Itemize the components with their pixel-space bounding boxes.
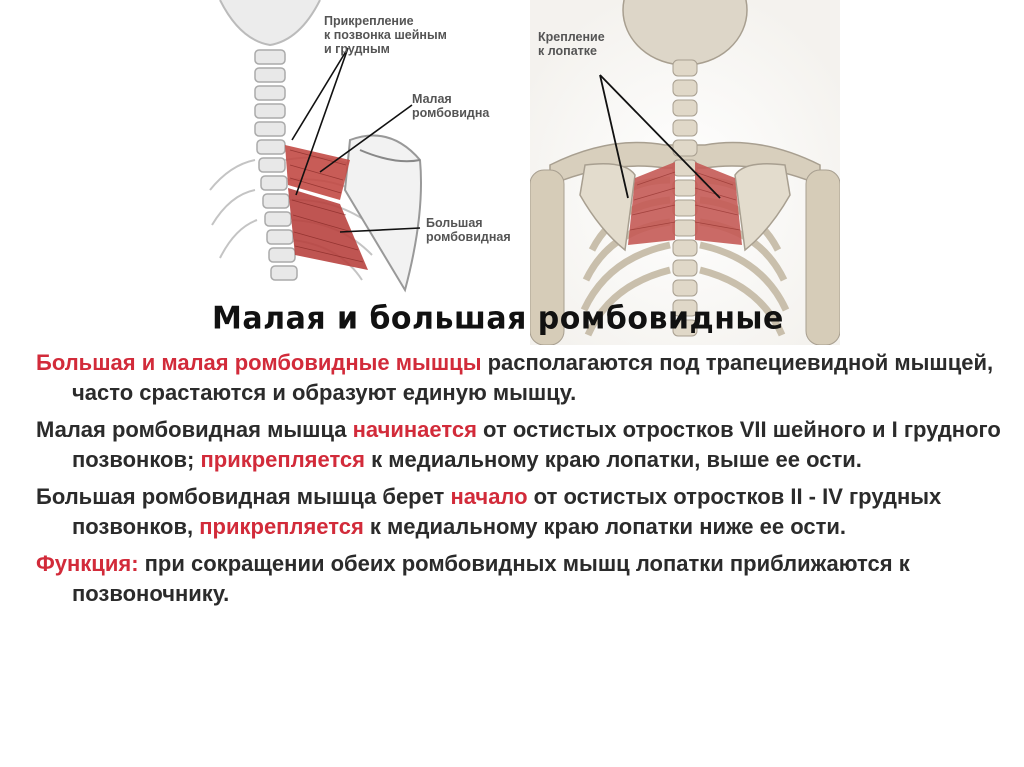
text-segment: располагаются под трапециевидной мышцей, часто срастаются и образуют единую мышцу. — [72, 350, 994, 405]
label-minor-rhomboid: Малая ромбовидна — [412, 92, 490, 120]
term-rhomboid-muscles: Большая и малая ромбовидные мышцы — [36, 350, 482, 375]
label-attachment-vertebrae: Прикрепление к позвонка шейным и грудным — [324, 14, 447, 56]
term-insertion: прикрепляется — [200, 447, 366, 472]
paragraph-function — [36, 549, 1006, 609]
term-function: Функция: — [36, 551, 139, 576]
paragraph-minor-rhomboid — [36, 415, 1006, 475]
text-segment: от остистых отростков VII шейного и I грудного позвонков; — [72, 417, 1001, 472]
figure-title: Малая и большая ромбовидные — [212, 300, 784, 337]
text-segment: при сокращении обеих ромбовидных мышц лопатки приближаются к позвоночнику. — [72, 551, 910, 606]
text-segment: Большая ромбовидная мышца берет — [36, 484, 451, 509]
text-segment: к медиальному краю лопатки, выше ее ости. — [365, 447, 862, 472]
label-major-rhomboid: Большая ромбовидная — [426, 216, 511, 244]
term-origin: начало — [450, 484, 528, 509]
description-text — [36, 348, 1006, 616]
text-segment: от остистых отростков II - IV грудных позвонков, — [72, 484, 942, 539]
term-origin: начинается — [352, 417, 477, 442]
paragraph-major-rhomboid — [36, 482, 1006, 542]
paragraph-rhomboids-overview — [36, 348, 1006, 408]
text-segment: Малая ромбовидная мышца — [36, 417, 353, 442]
label-scapula-attachment: Крепление к лопатке — [538, 30, 605, 58]
anatomy-figure — [200, 0, 840, 345]
text-segment: к медиальному краю лопатки ниже ее ости. — [363, 514, 847, 539]
term-insertion: прикрепляется — [199, 514, 364, 539]
